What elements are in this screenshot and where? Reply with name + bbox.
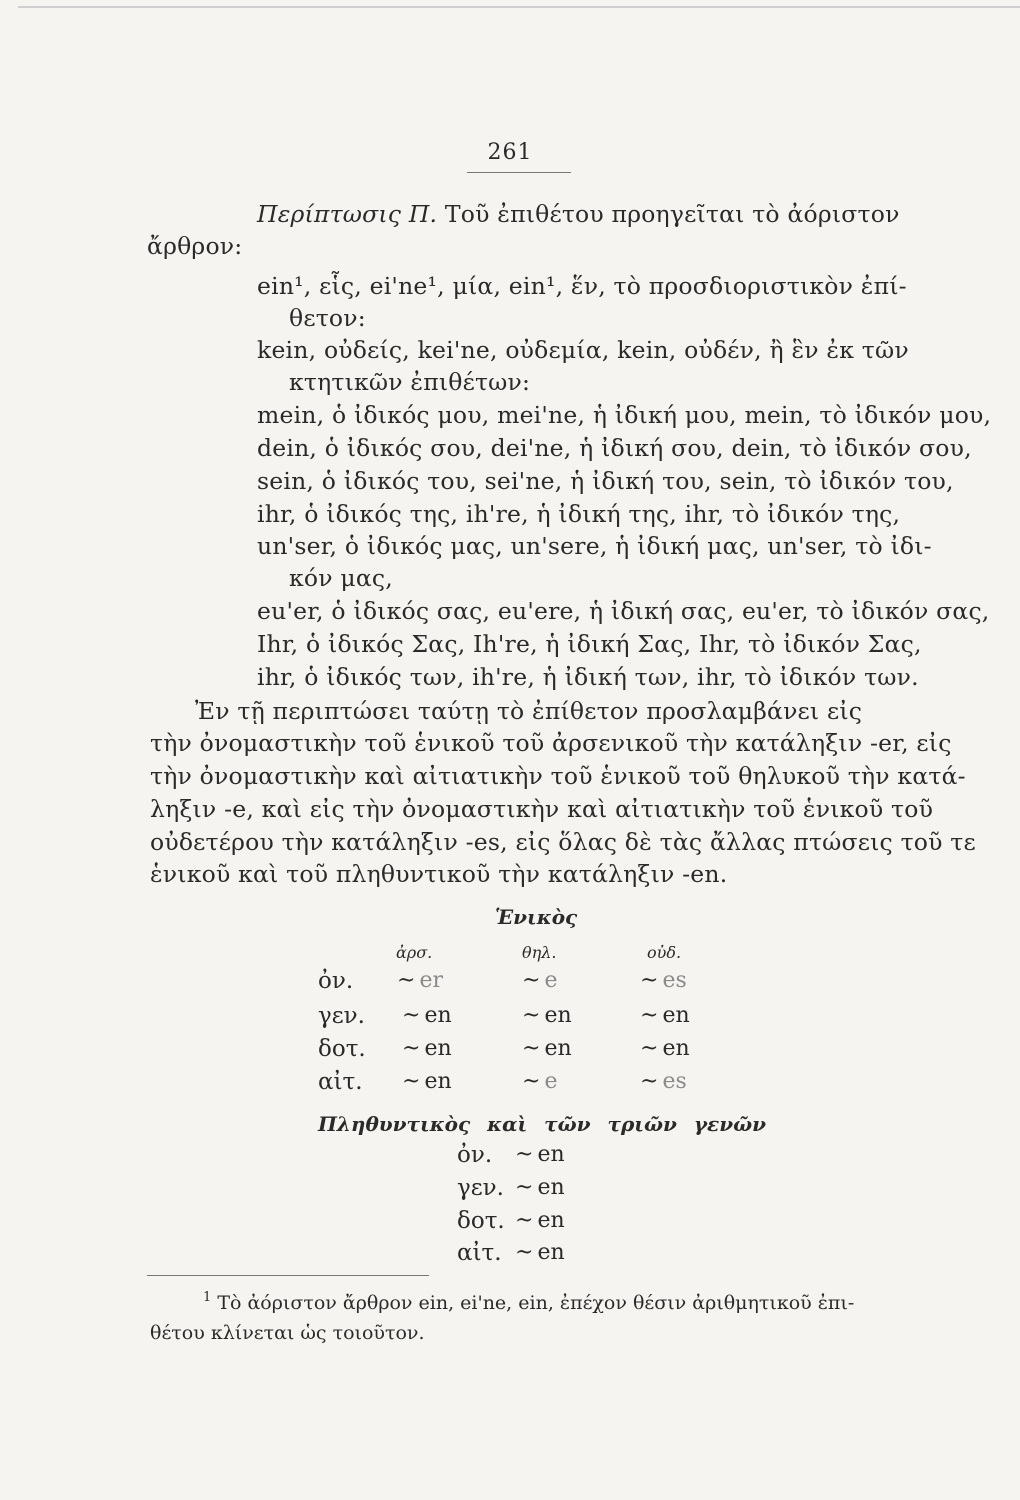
text-line: mein, ὁ ἰδικός μου, mei'ne, ἡ ἰδική μου, mein, τὸ ἰδικόν μου,	[257, 401, 992, 429]
paragraph-line: τὴν ὀνομαστικὴν τοῦ ἑνικοῦ τοῦ ἀρσενικοῦ τὴν κατάληξιν -er, εἰς	[150, 729, 952, 757]
text-line: sein, ὁ ἰδικός του, sei'ne, ἡ ἰδική του, sein, τὸ ἰδικόν του,	[257, 467, 954, 495]
case-accusative-plural: αἰτ.	[457, 1240, 502, 1266]
text-line: un'ser, ὁ ἰδικός μας, un'sere, ἡ ἰδική μας, un'ser, τὸ ἰδι-	[257, 532, 932, 560]
text-line: ihr, ὁ ἰδικός της, ih're, ἡ ἰδική της, ihr, τὸ ἰδικόν της,	[257, 500, 901, 528]
text-line: θετον:	[289, 304, 366, 332]
singular-title: Ἑνικὸς	[495, 905, 578, 929]
footnote-marker: 1	[203, 1290, 212, 1305]
table-cell: ~ en	[640, 1003, 690, 1028]
case-genitive: γεν.	[318, 1003, 365, 1029]
intro-label: Περίπτωσις Π.	[257, 200, 438, 228]
paragraph-line: ληξιν -e, καὶ εἰς τὴν ὀνομαστικὴν καὶ αἰτιατικὴν τοῦ ἑνικοῦ τοῦ	[150, 795, 934, 823]
paragraph-line: Ἐν τῇ περιπτώσει ταύτῃ τὸ ἐπίθετον προσλαμβάνει εἰς	[195, 697, 863, 725]
footnote-line	[203, 1292, 854, 1314]
case-dative: δοτ.	[318, 1036, 366, 1062]
table-cell: ~ en	[402, 1069, 452, 1094]
table-cell: ~ en	[522, 1036, 572, 1061]
case-genitive-plural: γεν.	[457, 1175, 504, 1201]
text-line: κτητικῶν ἐπιθέτων:	[289, 368, 531, 396]
header-masculine: ἀρσ.	[396, 943, 433, 962]
table-cell: ~ es	[640, 1069, 687, 1094]
footnote-rule	[147, 1275, 429, 1276]
table-cell: ~ e	[522, 968, 558, 993]
top-edge-rule	[18, 6, 1020, 8]
table-cell: ~ en	[515, 1175, 565, 1200]
text-line: eu'er, ὁ ἰδικός σας, eu'ere, ἡ ἰδική σας, eu'er, τὸ ἰδικόν σας,	[257, 597, 990, 625]
header-feminine: θηλ.	[522, 943, 557, 962]
table-cell: ~ en	[402, 1036, 452, 1061]
text-line: κόν μας,	[289, 564, 393, 592]
text-line: kein, οὐδείς, kei'ne, οὐδεμία, kein, οὐδέν, ἢ ἓν ἐκ τῶν	[257, 336, 909, 364]
text-line: dein, ὁ ἰδικός σου, dei'ne, ἡ ἰδική σου, dein, τὸ ἰδικόν σου,	[257, 434, 972, 462]
paragraph-line: ἑνικοῦ καὶ τοῦ πληθυντικοῦ τὴν κατάληξιν -en.	[150, 860, 728, 888]
case-accusative: αἰτ.	[318, 1069, 363, 1095]
table-cell: ~ en	[522, 1003, 572, 1028]
intro-continuation: ἄρθρον:	[147, 232, 243, 260]
intro-line	[257, 200, 900, 228]
footnote-line: θέτου κλίνεται ὡς τοιοῦτον.	[150, 1322, 425, 1344]
paragraph-line: οὐδετέρου τὴν κατάληξιν -es, εἰς ὅλας δὲ τὰς ἄλλας πτώσεις τοῦ τε	[150, 828, 976, 856]
text-line: ihr, ὁ ἰδικός των, ih're, ἡ ἰδική των, ihr, τὸ ἰδικόν των.	[257, 663, 919, 691]
case-nominative-plural: ὀν.	[457, 1142, 493, 1168]
header-neuter: οὐδ.	[647, 943, 682, 962]
table-cell: ~ en	[402, 1003, 452, 1028]
table-cell: ~ en	[515, 1142, 565, 1167]
case-nominative: ὀν.	[318, 968, 354, 994]
paragraph-line: τὴν ὀνομαστικὴν καὶ αἰτιατικὴν τοῦ ἑνικοῦ τοῦ θηλυκοῦ τὴν κατά-	[150, 762, 966, 790]
table-cell: ~ en	[640, 1036, 690, 1061]
intro-text: Τοῦ ἐπιθέτου προηγεῖται τὸ ἀόριστον	[444, 200, 900, 228]
table-cell: ~ es	[640, 968, 687, 993]
page-number-rule	[467, 172, 571, 173]
text-line: ein¹, εἷς, ei'ne¹, μία, ein¹, ἕν, τὸ προσδιοριστικὸν ἐπί-	[257, 272, 907, 300]
table-cell: ~ en	[515, 1208, 565, 1233]
case-dative-plural: δοτ.	[457, 1208, 505, 1234]
table-cell: ~ en	[515, 1240, 565, 1265]
plural-title: Πληθυντικὸς καὶ τῶν τριῶν γενῶν	[318, 1112, 766, 1136]
page-number: 261	[487, 140, 533, 165]
table-cell: ~ er	[397, 968, 443, 993]
footnote-text: Τὸ ἀόριστον ἄρθρον ein, ei'ne, ein, ἐπέχον θέσιν ἀριθμητικοῦ ἐπι-	[217, 1292, 855, 1314]
table-cell: ~ e	[522, 1069, 558, 1094]
text-line: Ihr, ὁ ἰδικός Σας, Ih're, ἡ ἰδική Σας, Ihr, τὸ ἰδικόν Σας,	[257, 630, 922, 658]
